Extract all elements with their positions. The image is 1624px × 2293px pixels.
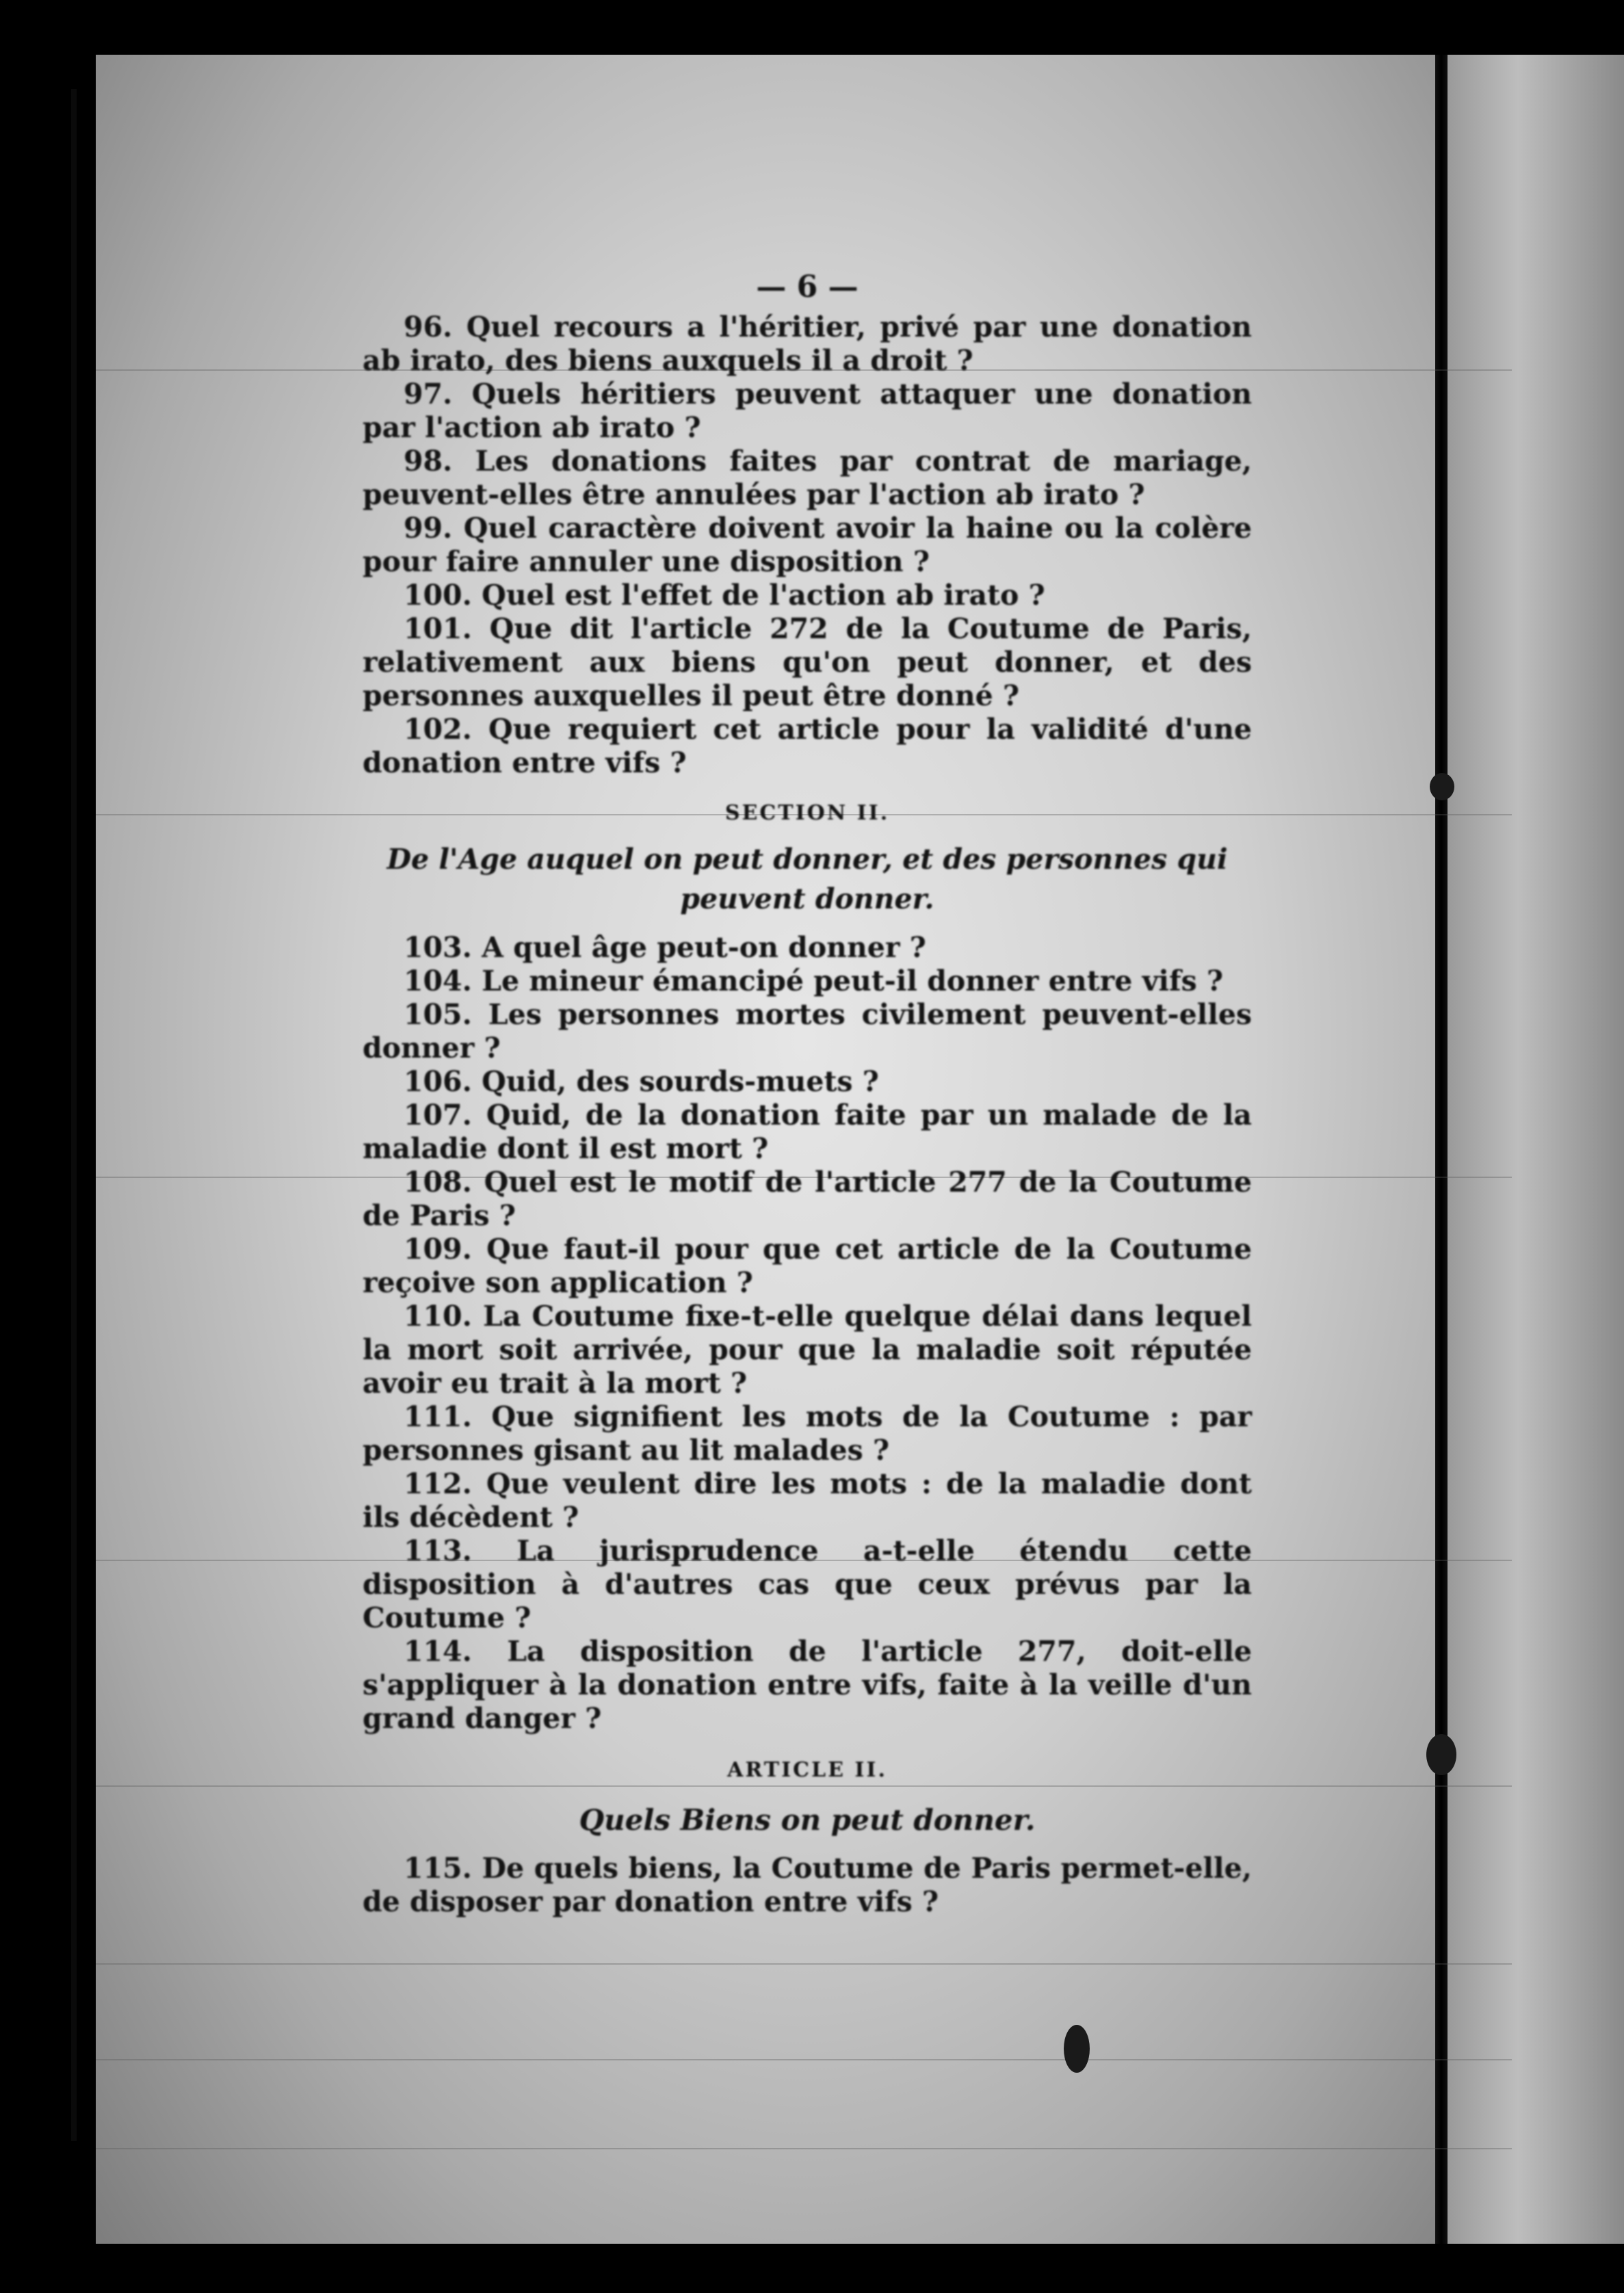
section-subtitle: De l'Age auquel on peut donner, et des personnes qui peuvent donner. xyxy=(387,843,1228,915)
page-edge-line xyxy=(71,89,77,2141)
scan-artifact-line xyxy=(96,2059,1512,2060)
question-97: 97. Quels héritiers peuvent attaquer une donation par l'action ab irato ? xyxy=(363,378,1252,444)
scan-artifact-line xyxy=(96,1963,1512,1965)
page-number: — 6 — xyxy=(756,270,859,304)
question-103: 103. A quel âge peut-on donner ? xyxy=(404,931,926,964)
scan-artifact-line xyxy=(96,2148,1512,2149)
facing-page-strip xyxy=(1448,55,1624,2244)
binding-spine xyxy=(1435,55,1448,2244)
question-105: 105. Les personnes mortes civilement peuvent-elles donner ? xyxy=(363,998,1252,1064)
question-111: 111. Que signifient les mots de la Coutume : par personnes gisant au lit malades ? xyxy=(363,1400,1252,1467)
section-heading: SECTION II. xyxy=(724,801,890,825)
question-99: 99. Quel caractère doivent avoir la haine ou la colère pour faire annuler une disposition ? xyxy=(363,512,1252,578)
question-114: 114. La disposition de l'article 277, doit-elle s'appliquer à la donation entre vifs, faite à la veille d'un grand danger ? xyxy=(363,1635,1252,1735)
ink-stain xyxy=(1426,1734,1456,1775)
question-110: 110. La Coutume fixe-t-elle quelque délai dans lequel la mort soit arrivée, pour que la maladie soit réputée avoir eu trait à la mort ? xyxy=(363,1300,1252,1400)
question-107: 107. Quid, de la donation faite par un malade de la maladie dont il est mort ? xyxy=(363,1099,1252,1165)
question-115: 115. De quels biens, la Coutume de Paris permet-elle, de disposer par donation entre vifs ? xyxy=(363,1852,1252,1918)
question-104: 104. Le mineur émancipé peut-il donner entre vifs ? xyxy=(404,965,1224,997)
question-101: 101. Que dit l'article 272 de la Coutume de Paris, relativement aux biens qu'on peut donner, et des personnes auxquelles il peut être donné ? xyxy=(363,612,1252,712)
question-109: 109. Que faut-il pour que cet article de la Coutume reçoive son application ? xyxy=(363,1233,1252,1299)
question-108: 108. Quel est le motif de l'article 277 de la Coutume de Paris ? xyxy=(363,1166,1252,1232)
question-100: 100. Quel est l'effet de l'action ab irato ? xyxy=(404,579,1045,612)
ink-stain xyxy=(1064,2025,1090,2073)
question-113: 113. La jurisprudence a-t-elle étendu cette disposition à d'autres cas que ceux prévus par la Coutume ? xyxy=(363,1534,1252,1634)
article-heading: ARTICLE II. xyxy=(727,1758,887,1782)
ink-stain xyxy=(1430,773,1454,800)
question-96: 96. Quel recours a l'héritier, privé par une donation ab irato, des biens auxquels il a droit ? xyxy=(363,311,1252,377)
question-112: 112. Que veulent dire les mots : de la maladie dont ils décèdent ? xyxy=(363,1467,1252,1534)
question-106: 106. Quid, des sourds-muets ? xyxy=(404,1065,879,1098)
page-text xyxy=(363,270,1252,1919)
question-102: 102. Que requiert cet article pour la validité d'une donation entre vifs ? xyxy=(363,713,1252,779)
question-98: 98. Les donations faites par contrat de mariage, peuvent-elles être annulées par l'action ab irato ? xyxy=(363,445,1252,511)
article-subtitle: Quels Biens on peut donner. xyxy=(579,1803,1036,1837)
